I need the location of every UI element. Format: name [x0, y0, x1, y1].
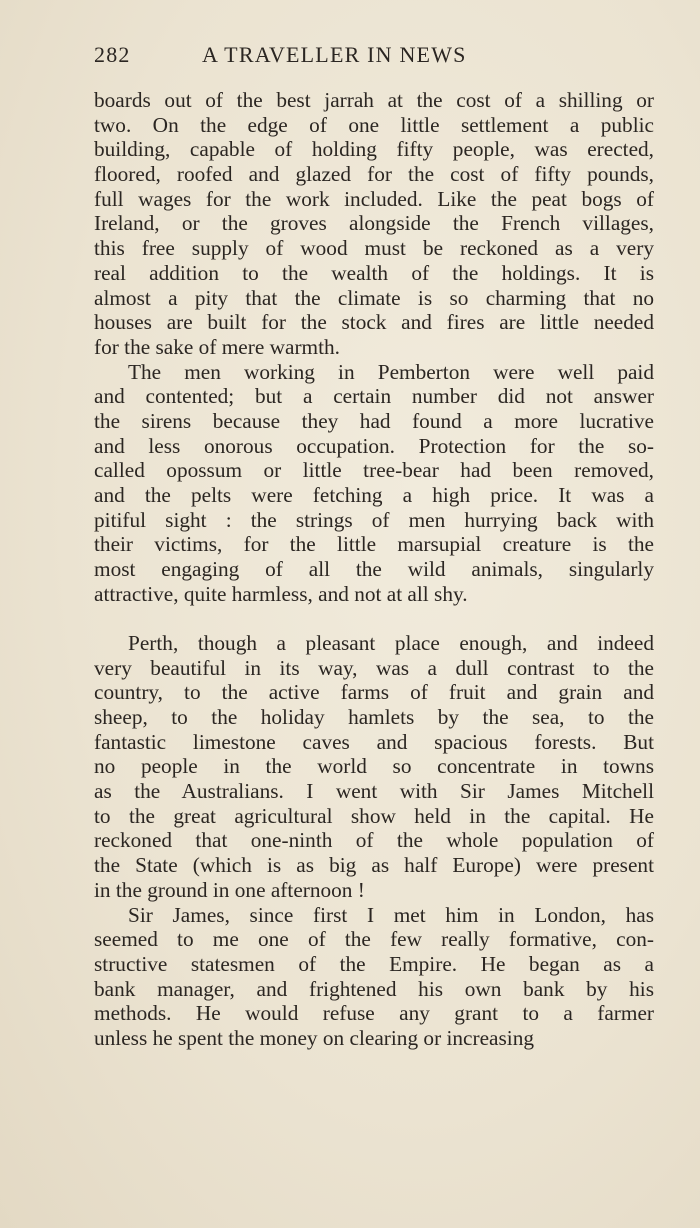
- paragraph: [94, 903, 654, 1051]
- text-line: called opossum or little tree-bear had been removed,: [94, 458, 654, 483]
- text-line: reckoned that one-ninth of the whole population of: [94, 828, 654, 853]
- paragraph: [94, 360, 654, 607]
- text-line: very beautiful in its way, was a dull contrast to the: [94, 655, 654, 680]
- text-line: real addition to the wealth of the holdings. It is: [94, 260, 654, 285]
- page-number: 282: [94, 42, 131, 67]
- text-line: country, to the active farms of fruit and grain and: [94, 680, 654, 705]
- text-line: pitiful sight : the strings of men hurrying back with: [94, 507, 654, 532]
- text-line: in the ground in one afternoon !: [94, 877, 365, 902]
- text-line: fantastic limestone caves and spacious forests. But: [94, 729, 654, 754]
- text-line: almost a pity that the climate is so charming that no: [94, 285, 654, 310]
- text-line: bank manager, and frightened his own bank by his: [94, 976, 654, 1001]
- text-line: their victims, for the little marsupial creature is the: [94, 532, 654, 557]
- text-line: structive statesmen of the Empire. He began as a: [94, 951, 654, 976]
- paragraph: [94, 631, 654, 903]
- text-line: boards out of the best jarrah at the cost of a shilling or: [94, 88, 654, 112]
- text-line: floored, roofed and glazed for the cost of fifty pounds,: [94, 162, 654, 187]
- paragraph: [94, 88, 654, 360]
- paragraph-gap: [94, 606, 654, 631]
- text-line: unless he spent the money on clearing or increasing: [94, 1025, 535, 1050]
- text-line: and the pelts were fetching a high price. It was a: [94, 483, 654, 507]
- text-line: houses are built for the stock and fires are little needed: [94, 310, 654, 335]
- text-line: methods. He would refuse any grant to a farmer: [94, 1001, 654, 1026]
- running-title: A TRAVELLER IN NEWS: [202, 42, 467, 67]
- text-line: and less onorous occupation. Protection for the so-: [94, 433, 654, 458]
- page-header: [94, 42, 564, 72]
- text-line: full wages for the work included. Like the peat bogs of: [94, 186, 654, 211]
- text-line: attractive, quite harmless, and not at all shy.: [94, 581, 468, 606]
- text-line: seemed to me one of the few really formative, con-: [94, 927, 654, 952]
- text-line: Ireland, or the groves alongside the French villages,: [94, 211, 654, 236]
- text-line: as the Australians. I went with Sir James Mitchell: [94, 779, 654, 804]
- body-text: [94, 88, 654, 1051]
- text-line: no people in the world so concentrate in towns: [94, 754, 654, 779]
- text-line: to the great agricultural show held in the capital. He: [94, 803, 654, 828]
- text-line: this free supply of wood must be reckoned as a very: [94, 236, 654, 261]
- text-line: building, capable of holding fifty people, was erected,: [94, 137, 654, 162]
- text-line: Sir James, since first I met him in London, has: [128, 902, 654, 927]
- text-line: the sirens because they had found a more lucrative: [94, 408, 654, 433]
- text-line: the State (which is as big as half Europe) were present: [94, 853, 654, 878]
- text-line: and contented; but a certain number did not answer: [94, 384, 654, 409]
- text-line: for the sake of mere warmth.: [94, 334, 340, 359]
- text-line: most engaging of all the wild animals, singularly: [94, 557, 654, 582]
- text-line: sheep, to the holiday hamlets by the sea, to the: [94, 705, 654, 729]
- text-line: The men working in Pemberton were well paid: [128, 359, 654, 384]
- text-line: Perth, though a pleasant place enough, and indeed: [128, 630, 654, 655]
- text-line: two. On the edge of one little settlement a public: [94, 112, 654, 137]
